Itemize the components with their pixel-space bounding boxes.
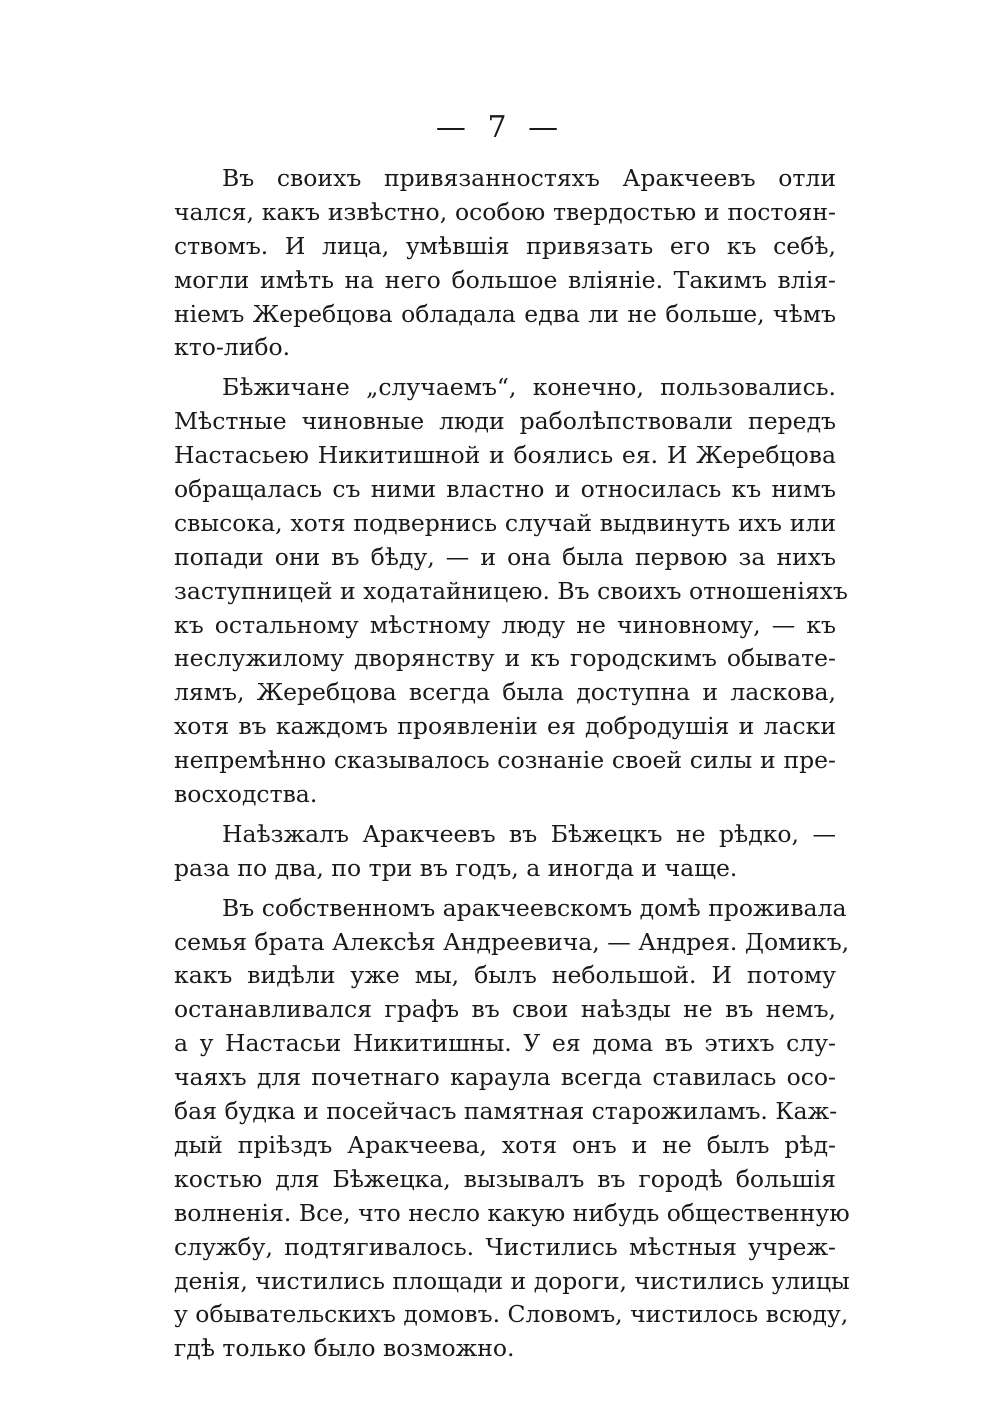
text-line: останавливался графъ въ свои наѣзды не въ немъ, — [174, 995, 836, 1024]
text-line: Въ своихъ привязанностяхъ Аракчеевъ отли — [222, 164, 836, 192]
text-line: заступницей и ходатайницею. Въ своихъ отношеніяхъ — [174, 576, 848, 605]
text-line: хотя въ каждомъ проявленіи ея добродушія и ласки — [174, 712, 836, 741]
text-line: раза по два, по три въ годъ, а иногда и чаще. — [174, 853, 738, 882]
paragraph-2 — [174, 371, 848, 812]
text-line: денія, чистились площади и дороги, чистились улицы — [174, 1266, 850, 1295]
text-line: Въ собственномъ аракчеевскомъ домѣ проживала — [222, 893, 847, 922]
page-number: — 7 — — [435, 110, 565, 145]
text-line: Настасьею Никитишной и боялись ея. И Жеребцова — [174, 441, 836, 470]
text-line: свысока, хотя подвернись случай выдвинуть ихъ или — [174, 508, 836, 537]
text-line: восходства. — [174, 780, 318, 809]
text-line: лямъ, Жеребцова всегда была доступна и ласкова, — [174, 678, 836, 707]
text-line: дый пріѣздъ Аракчеева, хотя онъ и не былъ рѣд- — [174, 1130, 836, 1159]
text-line: службу, подтягивалось. Чистились мѣстныя учреж- — [174, 1232, 836, 1261]
text-line: а у Настасьи Никитишны. У ея дома въ этихъ слу- — [174, 1029, 836, 1058]
text-body — [174, 162, 850, 1366]
text-line: ніемъ Жеребцова обладала едва ли не больше, чѣмъ — [174, 299, 836, 328]
text-line: неслужилому дворянству и къ городскимъ обывате- — [174, 644, 836, 673]
text-line: Наѣзжалъ Аракчеевъ въ Бѣжецкъ не рѣдко, — — [222, 819, 836, 848]
paragraph-4 — [174, 892, 850, 1366]
paragraph-1 — [174, 162, 836, 365]
text-line: къ остальному мѣстному люду не чиновному, — къ — [174, 610, 836, 639]
text-line: непремѣнно сказывалось сознаніе своей силы и пре- — [174, 746, 836, 775]
text-line: семья брата Алексѣя Андреевича, — Андрея. Домикъ, — [174, 927, 850, 956]
text-line: волненія. Все, что несло какую нибудь общественную — [174, 1198, 850, 1227]
text-line: ствомъ. И лица, умѣвшія привязать его къ себѣ, — [174, 231, 836, 260]
text-line: кто-либо. — [174, 333, 291, 362]
text-line: какъ видѣли уже мы, былъ небольшой. И потому — [174, 961, 836, 990]
text-line: Бѣжичане „случаемъ“, конечно, пользовались. — [222, 373, 836, 402]
text-line: костью для Бѣжецка, вызывалъ въ городѣ большія — [174, 1164, 836, 1193]
text-line: чаяхъ для почетнаго караула всегда ставилась осо- — [174, 1063, 836, 1092]
text-line: Мѣстные чиновные люди раболѣпствовали передъ — [174, 407, 836, 436]
text-line: попади они въ бѣду, — и она была первою за нихъ — [174, 542, 836, 571]
text-line: у обывательскихъ домовъ. Словомъ, чистилось всюду, — [174, 1300, 849, 1329]
text-line: бая будка и посейчасъ памятная старожиламъ. Каж- — [174, 1097, 838, 1126]
paragraph-3 — [174, 818, 836, 886]
text-line: обращалась съ ними властно и относилась къ нимъ — [174, 475, 836, 504]
text-line: чался, какъ извѣстно, особою твердостью и постоян- — [174, 197, 836, 226]
text-line: могли имѣть на него большое вліяніе. Такимъ влія- — [174, 265, 836, 294]
text-line: гдѣ только было возможно. — [174, 1334, 515, 1363]
